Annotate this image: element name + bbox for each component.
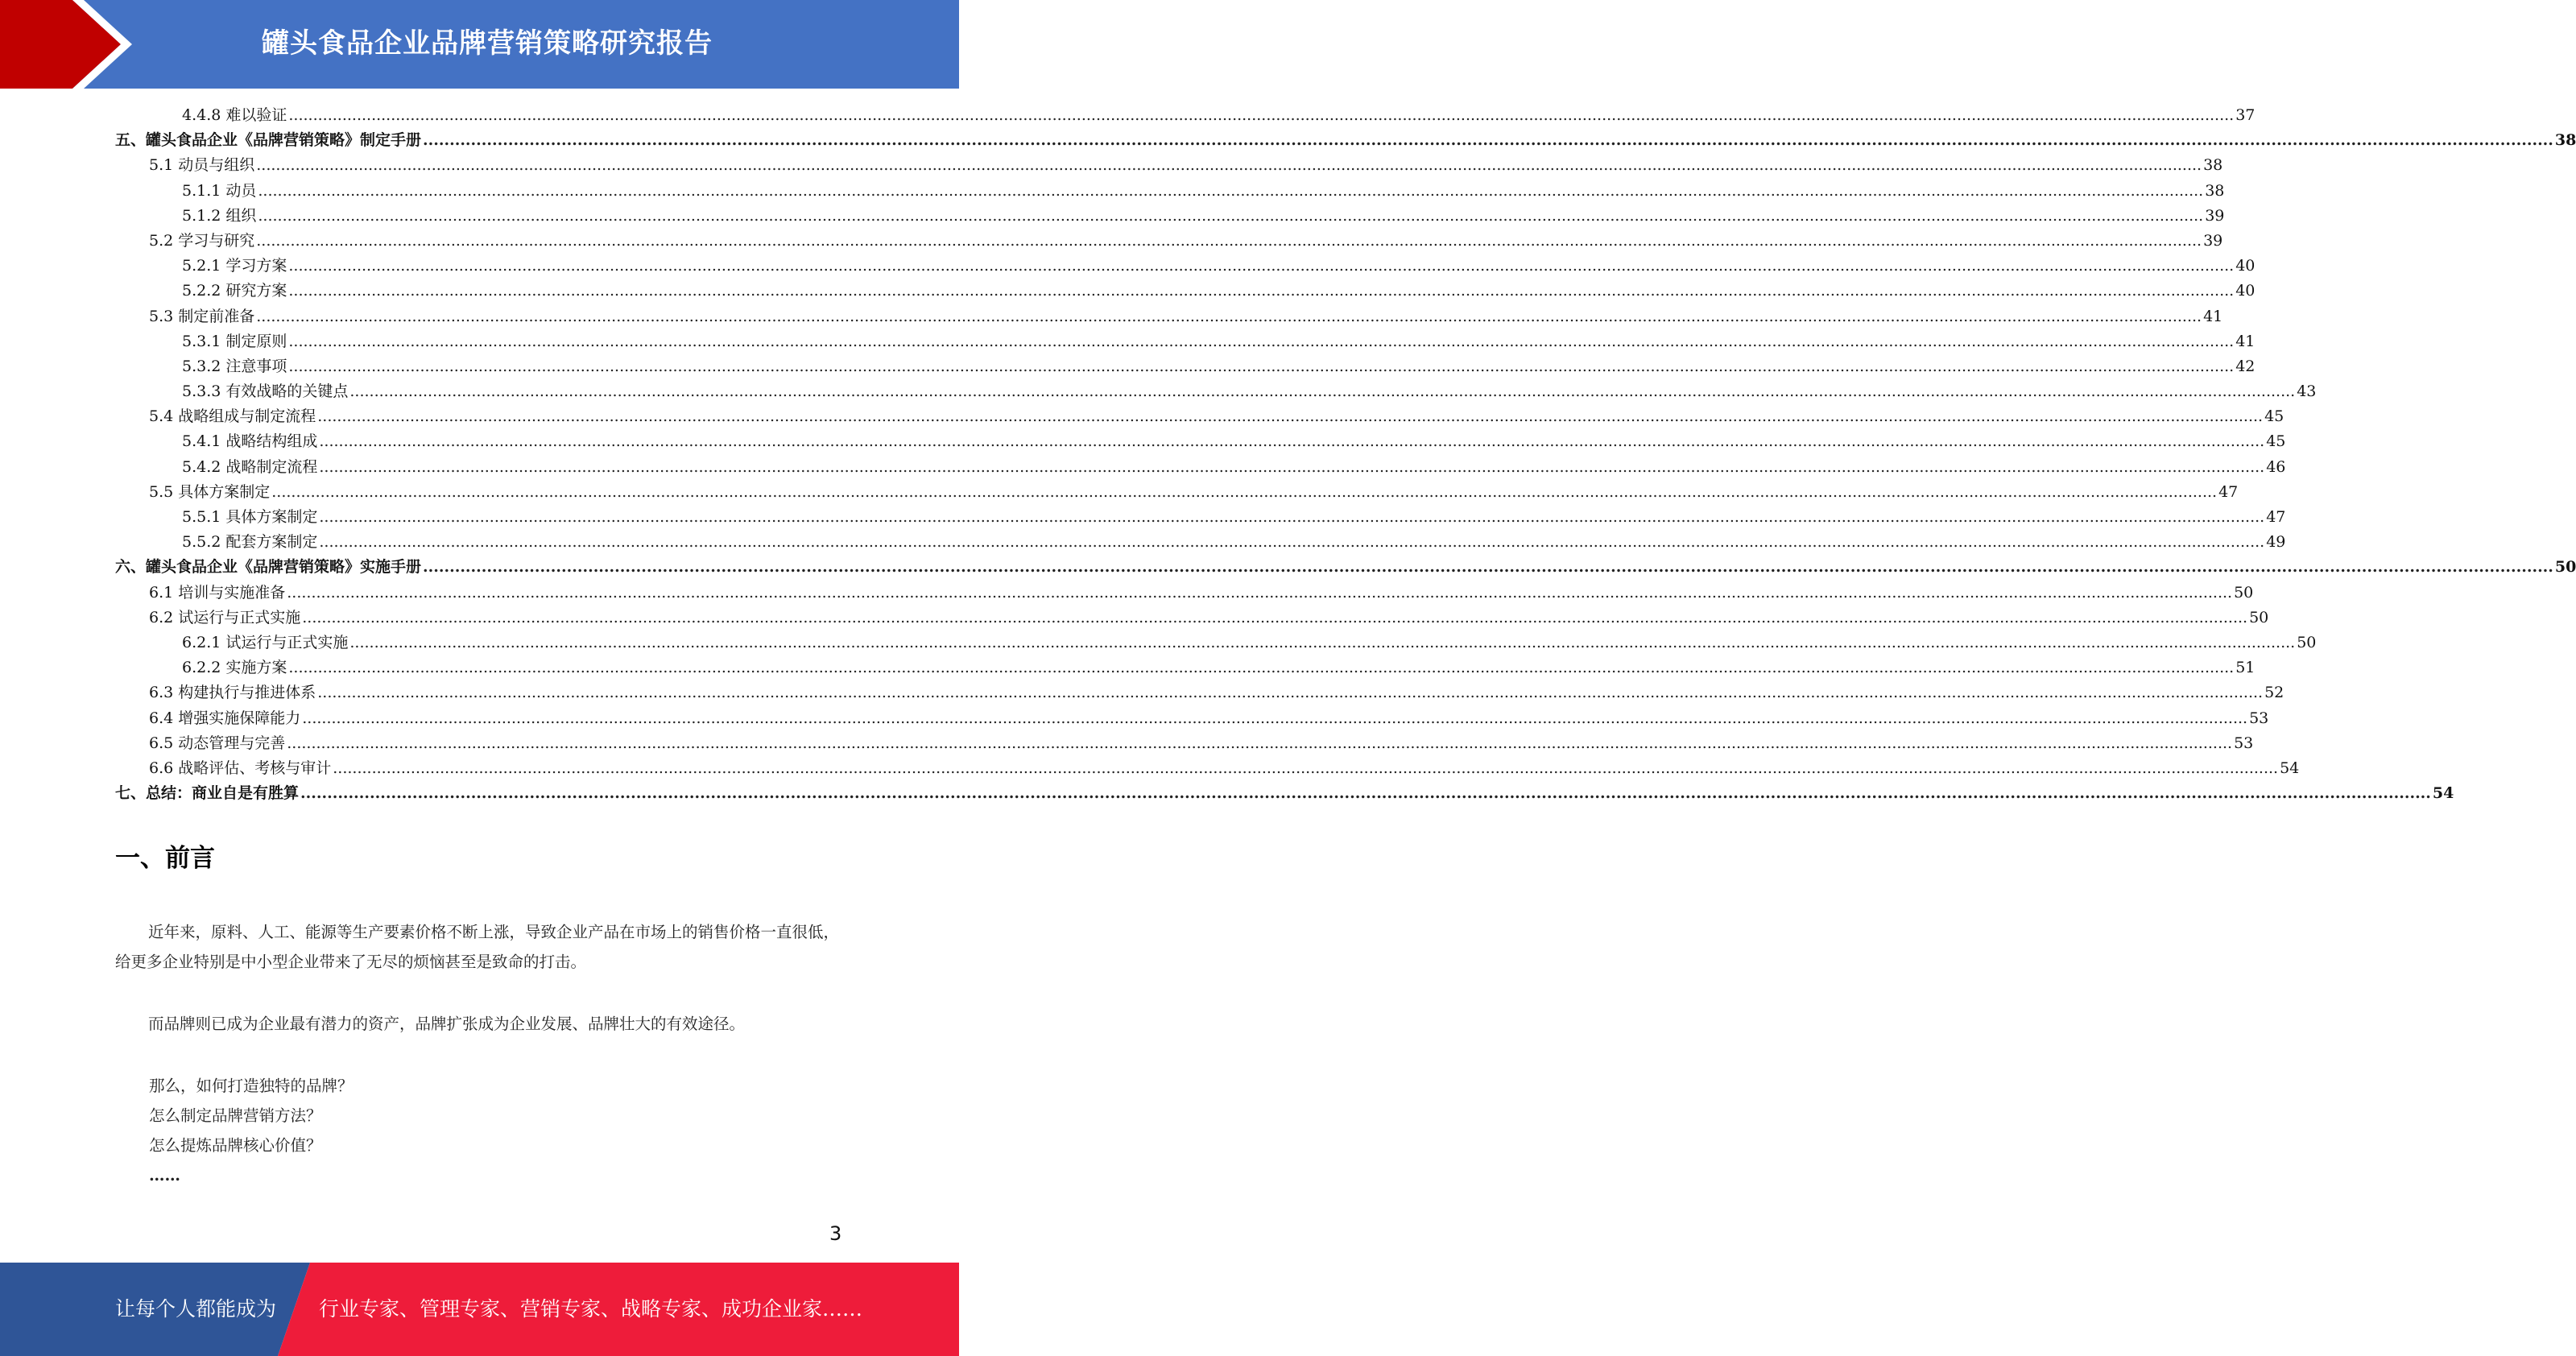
table-of-contents <box>115 103 2576 806</box>
toc-leader-dots: ................................................................................................................................................................................................................................................................................................................................................................................................................ <box>288 357 2235 375</box>
toc-entry[interactable] <box>115 103 2256 128</box>
toc-entry[interactable] <box>115 480 2239 505</box>
toc-entry-label: 6.2.1 试运行与正式实施 <box>182 633 349 651</box>
toc-entry-page: 37 <box>2235 106 2256 124</box>
intro-paragraph-2: 而品牌则已成为企业最有潜力的资产，品牌扩张成为企业发展、品牌壮大的有效途径。 <box>148 1015 746 1033</box>
toc-leader-dots: ................................................................................................................................................................................................................................................................................................................................................................................................................ <box>256 307 2202 325</box>
toc-entry-label: 5.2.1 学习方案 <box>182 257 287 275</box>
toc-entry-page: 50 <box>2249 608 2269 626</box>
report-title: 罐头食品企业品牌营销策略研究报告 <box>262 27 713 60</box>
question-line: 怎么制定品牌营销方法？ <box>149 1106 322 1125</box>
toc-leader-dots: ................................................................................................................................................................................................................................................................................................................................................................................................................ <box>287 583 2233 602</box>
toc-entry-label: 5.3.2 注意事项 <box>182 357 287 375</box>
toc-entry-label: 6.4 增强实施保障能力 <box>149 709 301 727</box>
toc-entry[interactable] <box>115 254 2256 279</box>
toc-entry-label: 4.4.8 难以验证 <box>182 106 287 124</box>
toc-entry-label: 5.3.1 制定原则 <box>182 332 287 350</box>
toc-entry[interactable] <box>115 655 2256 680</box>
toc-leader-dots: ................................................................................................................................................................................................................................................................................................................................................................................................................ <box>258 206 2204 225</box>
toc-entry-label: 6.1 培训与实施准备 <box>149 583 286 602</box>
toc-entry-page: 52 <box>2264 684 2284 702</box>
page-footer <box>0 1263 959 1356</box>
toc-entry-page: 39 <box>2203 231 2223 250</box>
toc-entry[interactable] <box>115 429 2286 454</box>
toc-entry-label: 6.6 战略评估、考核与审计 <box>149 759 332 777</box>
toc-leader-dots: ................................................................................................................................................................................................................................................................................................................................................................................................................ <box>302 709 2248 727</box>
toc-entry-page: 46 <box>2266 457 2286 476</box>
toc-entry[interactable] <box>115 153 2223 178</box>
toc-entry-page: 45 <box>2266 432 2286 451</box>
toc-entry[interactable] <box>115 756 2300 781</box>
toc-entry-page: 39 <box>2205 206 2225 225</box>
toc-entry[interactable] <box>115 128 2576 153</box>
toc-entry[interactable] <box>115 731 2254 756</box>
intro-paragraph-1: 近年来，原料、人工、能源等生产要素价格不断上涨，导致企业产品在市场上的销售价格一直很低，给更多企业特别是中小型企业带来了无尽的烦恼甚至是致命的打击。 <box>115 923 840 971</box>
toc-entry-label: 5.4.1 战略结构组成 <box>182 432 318 451</box>
toc-entry-page: 50 <box>2554 558 2576 577</box>
toc-entry[interactable] <box>115 304 2223 329</box>
toc-entry-page: 38 <box>2554 131 2576 150</box>
toc-entry-label: 5.1.1 动员 <box>182 181 257 200</box>
question-line: 怎么提炼品牌核心价值？ <box>149 1136 322 1155</box>
toc-leader-dots: ................................................................................................................................................................................................................................................................................................................................................................................................................ <box>258 181 2204 200</box>
page-header <box>0 0 959 89</box>
toc-entry-label: 5.2 学习与研究 <box>149 231 255 250</box>
toc-entry-label: 七、总结：商业自是有胜算 <box>115 784 300 803</box>
toc-leader-dots: ................................................................................................................................................................................................................................................................................................................................................................................................................ <box>288 257 2235 275</box>
toc-leader-dots: ................................................................................................................................................................................................................................................................................................................................................................................................................ <box>300 784 2431 803</box>
toc-entry-label: 5.4 战略组成与制定流程 <box>149 407 316 426</box>
toc-entry-label: 6.3 构建执行与推进体系 <box>149 684 316 702</box>
toc-entry-page: 45 <box>2264 407 2284 426</box>
section-title: 一、前言 <box>115 844 215 873</box>
toc-entry[interactable] <box>115 404 2284 429</box>
toc-entry[interactable] <box>115 680 2284 705</box>
toc-leader-dots: ................................................................................................................................................................................................................................................................................................................................................................................................................ <box>319 508 2265 526</box>
toc-entry-page: 51 <box>2235 659 2256 677</box>
toc-entry[interactable] <box>115 706 2269 731</box>
toc-entry[interactable] <box>115 581 2254 606</box>
toc-entry-label: 五、罐头食品企业《品牌营销策略》制定手册 <box>115 131 422 150</box>
toc-entry-label: 6.2.2 实施方案 <box>182 659 287 677</box>
toc-entry[interactable] <box>115 279 2256 304</box>
toc-entry-page: 50 <box>2297 633 2317 651</box>
toc-entry[interactable] <box>115 530 2286 555</box>
toc-entry-page: 41 <box>2235 332 2256 350</box>
toc-entry-label: 5.3 制定前准备 <box>149 307 255 325</box>
toc-leader-dots: ................................................................................................................................................................................................................................................................................................................................................................................................................ <box>287 734 2233 752</box>
toc-entry-page: 40 <box>2235 257 2256 275</box>
toc-leader-dots: ................................................................................................................................................................................................................................................................................................................................................................................................................ <box>423 558 2553 577</box>
toc-entry-page: 53 <box>2234 734 2254 752</box>
toc-entry-page: 49 <box>2266 533 2286 552</box>
toc-entry-label: 6.5 动态管理与完善 <box>149 734 286 752</box>
footer-slogan-right: 行业专家、管理专家、营销专家、战略专家、成功企业家…… <box>319 1297 863 1321</box>
toc-entry[interactable] <box>115 379 2317 404</box>
toc-leader-dots: ................................................................................................................................................................................................................................................................................................................................................................................................................ <box>271 482 2218 501</box>
toc-leader-dots: ................................................................................................................................................................................................................................................................................................................................................................................................................ <box>423 131 2553 150</box>
toc-entry-label: 5.1 动员与组织 <box>149 156 255 175</box>
toc-entry-label: 6.2 试运行与正式实施 <box>149 608 301 626</box>
page-number: 3 <box>829 1222 842 1245</box>
toc-entry[interactable] <box>115 354 2256 379</box>
toc-leader-dots: ................................................................................................................................................................................................................................................................................................................................................................................................................ <box>317 407 2264 426</box>
footer-slogan-left: 让每个人都能成为 <box>115 1297 277 1321</box>
toc-entry-label: 5.3.3 有效战略的关键点 <box>182 382 349 401</box>
toc-leader-dots: ................................................................................................................................................................................................................................................................................................................................................................................................................ <box>349 382 2296 401</box>
toc-entry[interactable] <box>115 606 2269 630</box>
toc-entry-page: 53 <box>2249 709 2269 727</box>
toc-leader-dots: ................................................................................................................................................................................................................................................................................................................................................................................................................ <box>288 659 2235 677</box>
toc-leader-dots: ................................................................................................................................................................................................................................................................................................................................................................................................................ <box>302 608 2248 626</box>
toc-entry-page: 43 <box>2297 382 2317 401</box>
toc-leader-dots: ................................................................................................................................................................................................................................................................................................................................................................................................................ <box>256 156 2202 175</box>
toc-leader-dots: ................................................................................................................................................................................................................................................................................................................................................................................................................ <box>319 533 2265 552</box>
toc-leader-dots: ................................................................................................................................................................................................................................................................................................................................................................................................................ <box>256 231 2202 250</box>
ellipsis-line: …… <box>149 1166 180 1184</box>
toc-entry[interactable] <box>115 229 2223 254</box>
toc-entry-label: 六、罐头食品企业《品牌营销策略》实施手册 <box>115 558 422 577</box>
toc-entry-page: 42 <box>2235 357 2256 375</box>
toc-entry-label: 5.5 具体方案制定 <box>149 482 271 501</box>
toc-entry-label: 5.4.2 战略制定流程 <box>182 457 318 476</box>
toc-entry-page: 38 <box>2203 156 2223 175</box>
toc-entry-label: 5.1.2 组织 <box>182 206 257 225</box>
toc-leader-dots: ................................................................................................................................................................................................................................................................................................................................................................................................................ <box>288 106 2235 124</box>
toc-entry-page: 50 <box>2234 583 2254 602</box>
toc-leader-dots: ................................................................................................................................................................................................................................................................................................................................................................................................................ <box>288 332 2235 350</box>
toc-entry-label: 5.5.1 具体方案制定 <box>182 508 318 526</box>
toc-entry[interactable] <box>115 179 2225 204</box>
toc-entry-page: 41 <box>2203 307 2223 325</box>
toc-entry[interactable] <box>115 204 2225 229</box>
toc-entry[interactable] <box>115 505 2286 530</box>
toc-leader-dots: ................................................................................................................................................................................................................................................................................................................................................................................................................ <box>349 633 2296 651</box>
toc-entry[interactable] <box>115 781 2454 806</box>
toc-leader-dots: ................................................................................................................................................................................................................................................................................................................................................................................................................ <box>333 759 2279 777</box>
toc-entry[interactable] <box>115 455 2286 480</box>
toc-entry-page: 38 <box>2205 181 2225 200</box>
toc-entry-page: 54 <box>2280 759 2300 777</box>
toc-entry[interactable] <box>115 555 2576 580</box>
toc-entry-page: 40 <box>2235 282 2256 300</box>
toc-leader-dots: ................................................................................................................................................................................................................................................................................................................................................................................................................ <box>319 457 2265 476</box>
toc-leader-dots: ................................................................................................................................................................................................................................................................................................................................................................................................................ <box>319 432 2265 451</box>
toc-entry[interactable] <box>115 329 2256 354</box>
toc-leader-dots: ................................................................................................................................................................................................................................................................................................................................................................................................................ <box>288 282 2235 300</box>
question-line: 那么，如何打造独特的品牌？ <box>149 1077 354 1095</box>
toc-entry-page: 54 <box>2432 784 2454 803</box>
toc-entry-label: 5.2.2 研究方案 <box>182 282 287 300</box>
toc-entry-page: 47 <box>2266 508 2286 526</box>
toc-leader-dots: ................................................................................................................................................................................................................................................................................................................................................................................................................ <box>317 684 2264 702</box>
toc-entry[interactable] <box>115 630 2317 655</box>
toc-entry-label: 5.5.2 配套方案制定 <box>182 533 318 552</box>
toc-entry-page: 47 <box>2218 482 2239 501</box>
